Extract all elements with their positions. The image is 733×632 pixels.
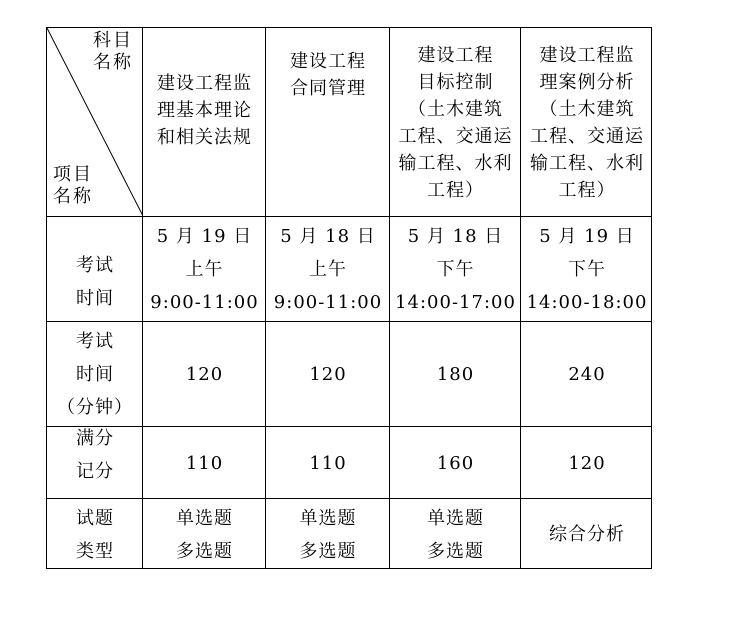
row-label-line: 试题 [76,507,114,529]
column-header-line: （土木建筑 [539,98,635,120]
table-cell-line: 下午 [568,259,606,280]
column-header [143,16,266,205]
table-cell [143,322,266,427]
table-cell-line: 上午 [309,259,347,280]
table-cell [266,499,390,570]
row-label [47,499,143,570]
column-header [521,28,653,217]
column-header-line: 建设工程 [417,44,494,66]
table-cell [390,499,521,570]
table-cell-line: 5 月 19 日 [539,226,635,247]
column-header-line: 建设工程监 [157,73,252,94]
row-label-line: 记分 [76,461,114,482]
row-label-line: 时间 [76,364,114,385]
row-label [47,419,143,491]
table-cell-line: 14:00-17:00 [395,292,516,313]
column-header-line: 工程、交通运 [398,125,513,147]
table-cell-line: 160 [436,452,475,474]
column-header [266,0,390,169]
table-cell-line: 5 月 18 日 [280,226,376,247]
column-header-line: 工程） [558,179,616,201]
table-cell-line: 5 月 19 日 [156,226,253,247]
table-cell-line: 综合分析 [549,524,625,545]
table-cell-line: 120 [568,452,606,474]
row-label-line: （分钟） [57,397,133,418]
column-header-line: 合同管理 [290,77,366,99]
table-cell [521,217,653,322]
row-label-line: 考试 [76,331,114,352]
table-cell-line: 120 [309,364,347,385]
corner-top-label [93,30,133,74]
column-header-line: 建设工程 [290,50,366,72]
table-cell [521,499,653,570]
column-header-line: 建设工程监 [539,44,635,66]
table-cell-line: 9:00-11:00 [273,292,383,313]
exam-schedule-table [46,27,652,569]
table-cell-line: 下午 [436,259,475,280]
row-label-line: 时间 [76,287,114,309]
corner-bottom-line: 名称 [53,186,93,207]
table-cell [390,217,521,322]
table-cell [521,322,653,427]
table-cell [390,322,521,427]
table-cell [266,427,390,499]
table-cell-line: 9:00-11:00 [150,292,259,313]
column-header-line: 输工程、水利 [398,152,513,174]
table-cell-line: 180 [436,364,475,385]
table-cell-line: 上午 [185,259,224,280]
column-header-line: 理案例分析 [539,71,635,93]
column-header [390,28,521,217]
corner-bottom-label [53,164,93,208]
table-cell [143,499,266,570]
column-header-line: 输工程、水利 [530,152,644,174]
column-header-line: 工程、交通运 [530,125,644,147]
table-cell-line: 14:00-18:00 [526,292,648,313]
column-header-line: （土木建筑 [408,98,503,120]
column-header-line: 工程） [427,179,484,201]
corner-top-line: 名称 [93,52,133,73]
table-cell [143,217,266,322]
table-cell-line: 多选题 [299,540,357,562]
row-label [47,229,143,334]
corner-top-line: 科目 [93,30,133,51]
table-cell-line: 单选题 [299,507,357,529]
table-cell [521,427,653,499]
table-cell-line: 单选题 [176,507,233,529]
column-header-line: 理基本理论 [157,100,252,121]
table-cell-line: 120 [185,364,224,385]
table-cell-line: 240 [568,364,606,385]
row-label-line: 类型 [76,540,114,562]
table-cell-line: 多选题 [427,540,484,562]
table-cell [266,322,390,427]
table-cell-line: 110 [185,452,224,474]
row-label-line: 满分 [76,428,114,449]
table-cell [266,217,390,322]
column-header-line: 和相关法规 [157,127,252,148]
column-header-line: 目标控制 [417,71,494,93]
row-label-line: 考试 [76,254,114,276]
table-cell-line: 多选题 [176,540,233,562]
table-cell [390,427,521,499]
table-cell [143,427,266,499]
table-cell-line: 单选题 [427,507,484,529]
row-label [47,322,143,427]
corner-bottom-line: 项目 [53,164,93,185]
table-cell-line: 5 月 18 日 [407,226,504,247]
table-cell-line: 110 [309,452,347,474]
